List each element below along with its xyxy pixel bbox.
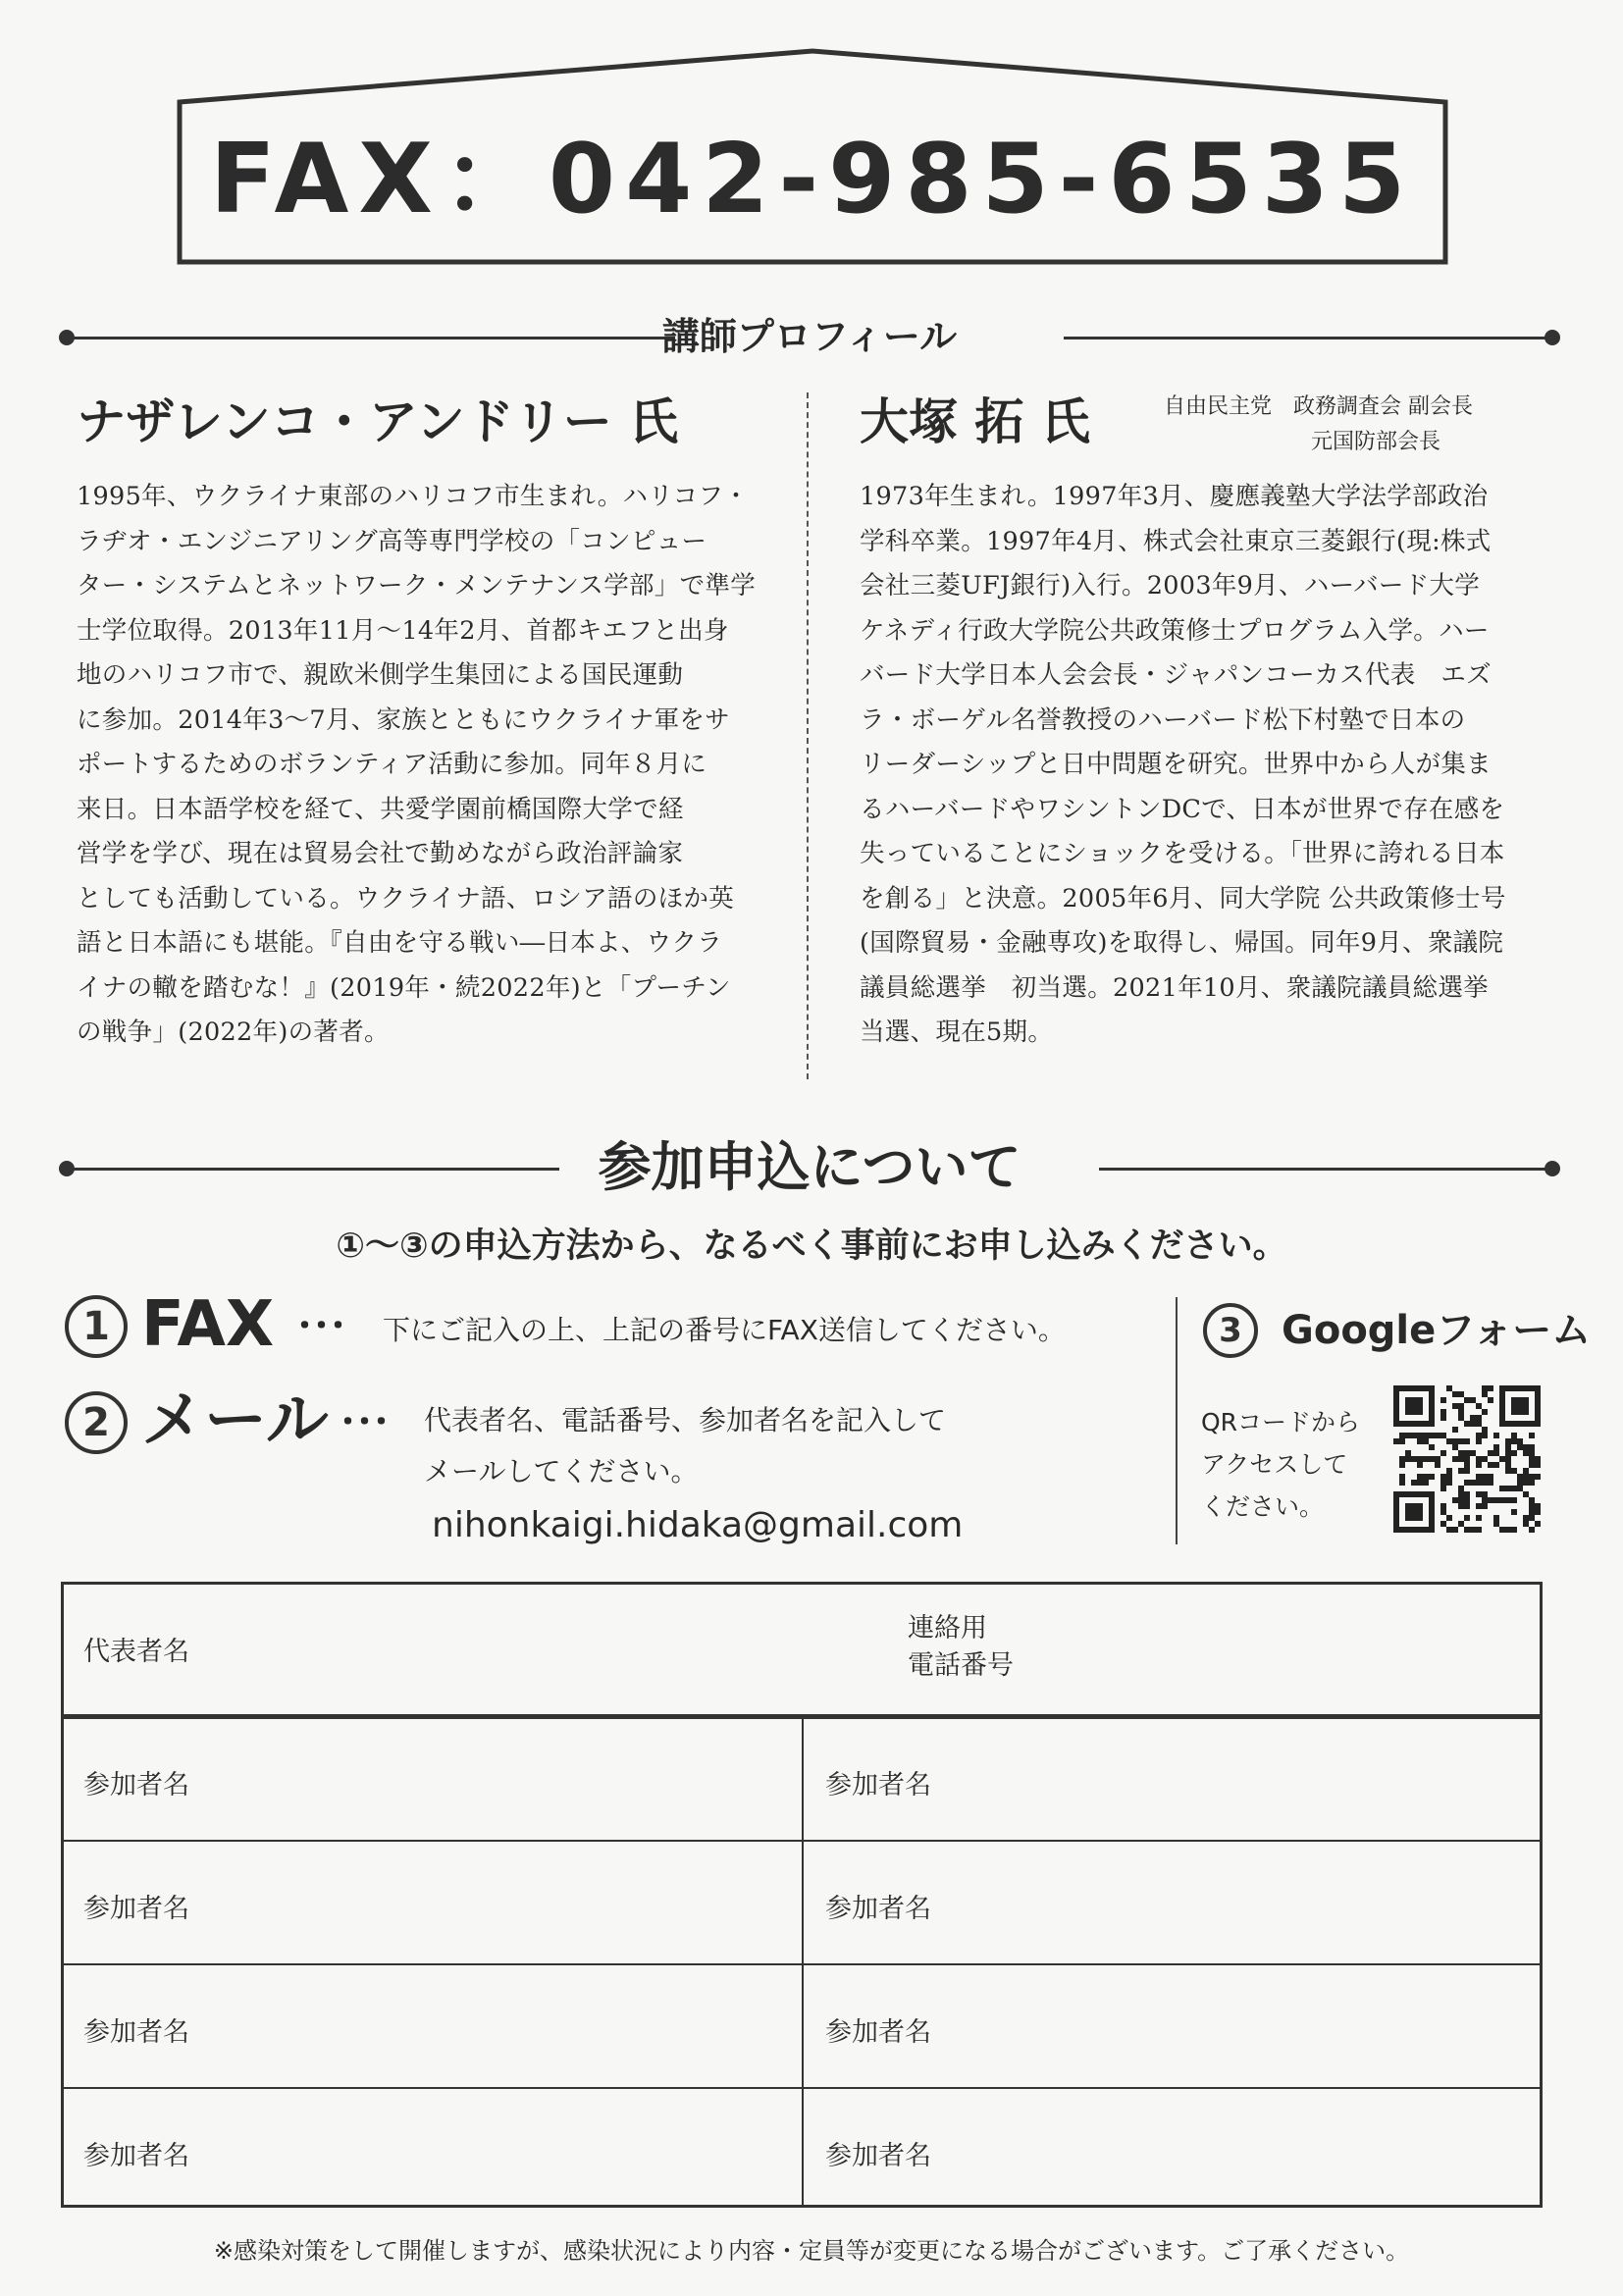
representative-name-field[interactable] xyxy=(260,1604,947,1702)
bio-line: を創る」と決意。2005年6月、同大学院 公共政策修士号 xyxy=(860,883,1506,913)
method-email xyxy=(65,1391,128,1454)
participant-name-field[interactable] xyxy=(953,2103,1522,2201)
apply-subtitle: ①〜③の申込方法から、なるべく事前にお申し込みください。 xyxy=(336,1226,1287,1266)
bio-line: るハーバードやワシントンDCで、日本が世界で存在感を xyxy=(860,794,1505,824)
bio-line: 士学位取得。2013年11月〜14年2月、首都キエフと出身 xyxy=(77,615,729,646)
apply-section-header xyxy=(59,1136,1560,1198)
bio-line: 地のハリコフ市で、親欧米側学生集団による国民運動 xyxy=(77,660,684,690)
bio-line: ケネディ行政大学院公共政策修士プログラム入学。ハー xyxy=(860,615,1490,646)
participant-name-field[interactable] xyxy=(211,1979,780,2077)
speaker-affiliation-line1: 自由民主党 政務調査会 副会長 xyxy=(1164,394,1473,419)
participant-name-label: 参加者名 xyxy=(83,1894,189,1924)
bio-line: 当選、現在5期。 xyxy=(860,1018,1054,1047)
speaker-bio-right xyxy=(860,475,1556,1056)
bio-line: リーダーシップと日中問題を研究。世界中から人が集ま xyxy=(860,750,1492,779)
number-circle-1: 1 xyxy=(65,1295,128,1358)
participant-name-field[interactable] xyxy=(953,1732,1522,1830)
bio-line: 議員総選挙 初当選。2021年10月、衆議院議員総選挙 xyxy=(860,972,1489,1003)
bio-line: 語と日本語にも堪能。『自由を守る戦い―日本よ、ウクラ xyxy=(77,928,723,958)
profile-divider xyxy=(807,392,809,1079)
method-google-form xyxy=(1203,1303,1258,1358)
number-circle-2: 2 xyxy=(65,1391,128,1454)
bio-line: 営学を学び、現在は貿易会社で勤めながら政治評論家 xyxy=(77,839,684,868)
profile-section-title: 講師プロフィール xyxy=(661,315,958,358)
method-google-form-text: QRコードから アクセスして ください。 xyxy=(1201,1408,1361,1521)
participant-name-field[interactable] xyxy=(211,1855,780,1954)
participant-name-label: 参加者名 xyxy=(83,2141,189,2171)
bio-line: 来日。日本語学校を経て、共愛学園前橋国際大学で経 xyxy=(77,794,684,824)
bio-line: としても活動している。ウクライナ語、ロシア語のほか英 xyxy=(77,883,735,913)
fax-banner xyxy=(177,47,1448,265)
bio-line: の戦争」(2022年)の著者。 xyxy=(77,1018,390,1047)
method-email-dots: ･･･ xyxy=(340,1403,390,1442)
method-email-title: メール xyxy=(141,1384,329,1457)
speaker-name-left: ナザレンコ・アンドリー 氏 xyxy=(77,393,679,450)
method-fax-text: 下にご記入の上、上記の番号にFAX送信してください。 xyxy=(383,1314,1066,1346)
bio-line: 1995年、ウクライナ東部のハリコフ市生まれ。ハリコフ・ xyxy=(77,482,750,511)
participant-name-label: 参加者名 xyxy=(825,2017,931,2048)
fax-number: FAX：042-985-6535 xyxy=(209,124,1416,235)
bio-line: 失っていることにショックを受ける。「世界に誇れる日本 xyxy=(860,839,1505,868)
method-email-text2: メールしてください。 xyxy=(424,1455,699,1487)
bio-line: バード大学日本人会会長・ジャパンコーカス代表 エズ xyxy=(860,660,1492,690)
method-fax xyxy=(65,1295,128,1358)
bio-line: (国際貿易・金融専攻)を取得し、帰国。同年9月、衆議院 xyxy=(860,928,1504,958)
bio-line: 学科卒業。1997年4月、株式会社東京三菱銀行(現:株式 xyxy=(860,526,1492,556)
apply-section-title: 参加申込について xyxy=(598,1136,1021,1198)
participant-name-label: 参加者名 xyxy=(83,2017,189,2048)
participant-name-label: 参加者名 xyxy=(83,1770,189,1800)
bio-line: ター・システムとネットワーク・メンテナンス学部」で準学 xyxy=(77,571,757,600)
number-circle-3: 3 xyxy=(1203,1303,1258,1358)
contact-phone-label: 連絡用 電話番号 xyxy=(908,1613,1014,1681)
bio-line: イナの轍を踏むな！』(2019年・続2022年)と「プーチン xyxy=(77,972,731,1003)
qr-code-icon[interactable] xyxy=(1393,1385,1541,1533)
participant-name-label: 参加者名 xyxy=(825,2141,931,2171)
footnote: ※感染対策をして開催しますが、感染状況により内容・定員等が変更になる場合がございます。ご了承ください。 xyxy=(213,2237,1410,2265)
bio-line: ラヂオ・エンジニアリング高等専門学校の「コンピュー xyxy=(77,526,707,556)
method-fax-title: FAX xyxy=(141,1288,275,1361)
speaker-name-right: 大塚 拓 氏 xyxy=(860,393,1090,450)
registration-form-table xyxy=(61,1582,1543,2208)
profile-section-header xyxy=(59,312,1560,361)
participant-name-label: 参加者名 xyxy=(825,1770,931,1800)
method-google-form-title: Googleフォーム xyxy=(1282,1308,1592,1353)
speaker-bio-left xyxy=(77,475,769,1056)
representative-name-label: 代表者名 xyxy=(83,1637,189,1667)
participant-name-field[interactable] xyxy=(211,2103,780,2201)
participant-name-field[interactable] xyxy=(953,1855,1522,1954)
method-email-text1: 代表者名、電話番号、参加者名を記入して xyxy=(424,1404,947,1436)
contact-email[interactable]: nihonkaigi.hidaka@gmail.com xyxy=(432,1505,964,1545)
participant-name-label: 参加者名 xyxy=(825,1894,931,1924)
participant-name-field[interactable] xyxy=(211,1732,780,1830)
bio-line: 会社三菱UFJ銀行)入行。2003年9月、ハーバード大学 xyxy=(860,571,1481,600)
bio-line: ポートするためのボランティア活動に参加。同年８月に xyxy=(77,750,707,779)
speaker-affiliation-line2: 元国防部会長 xyxy=(1311,430,1441,454)
contact-phone-field[interactable] xyxy=(1065,1604,1526,1702)
bio-line: ラ・ボーゲル名誉教授のハーバード松下村塾で日本の xyxy=(860,704,1466,735)
participant-name-field[interactable] xyxy=(953,1979,1522,2077)
method-divider xyxy=(1176,1297,1178,1544)
bio-line: 1973年生まれ。1997年3月、慶應義塾大学法学部政治 xyxy=(860,482,1489,511)
method-fax-dots: ･･･ xyxy=(296,1307,346,1346)
bio-line: に参加。2014年3〜7月、家族とともにウクライナ軍をサ xyxy=(77,704,730,735)
